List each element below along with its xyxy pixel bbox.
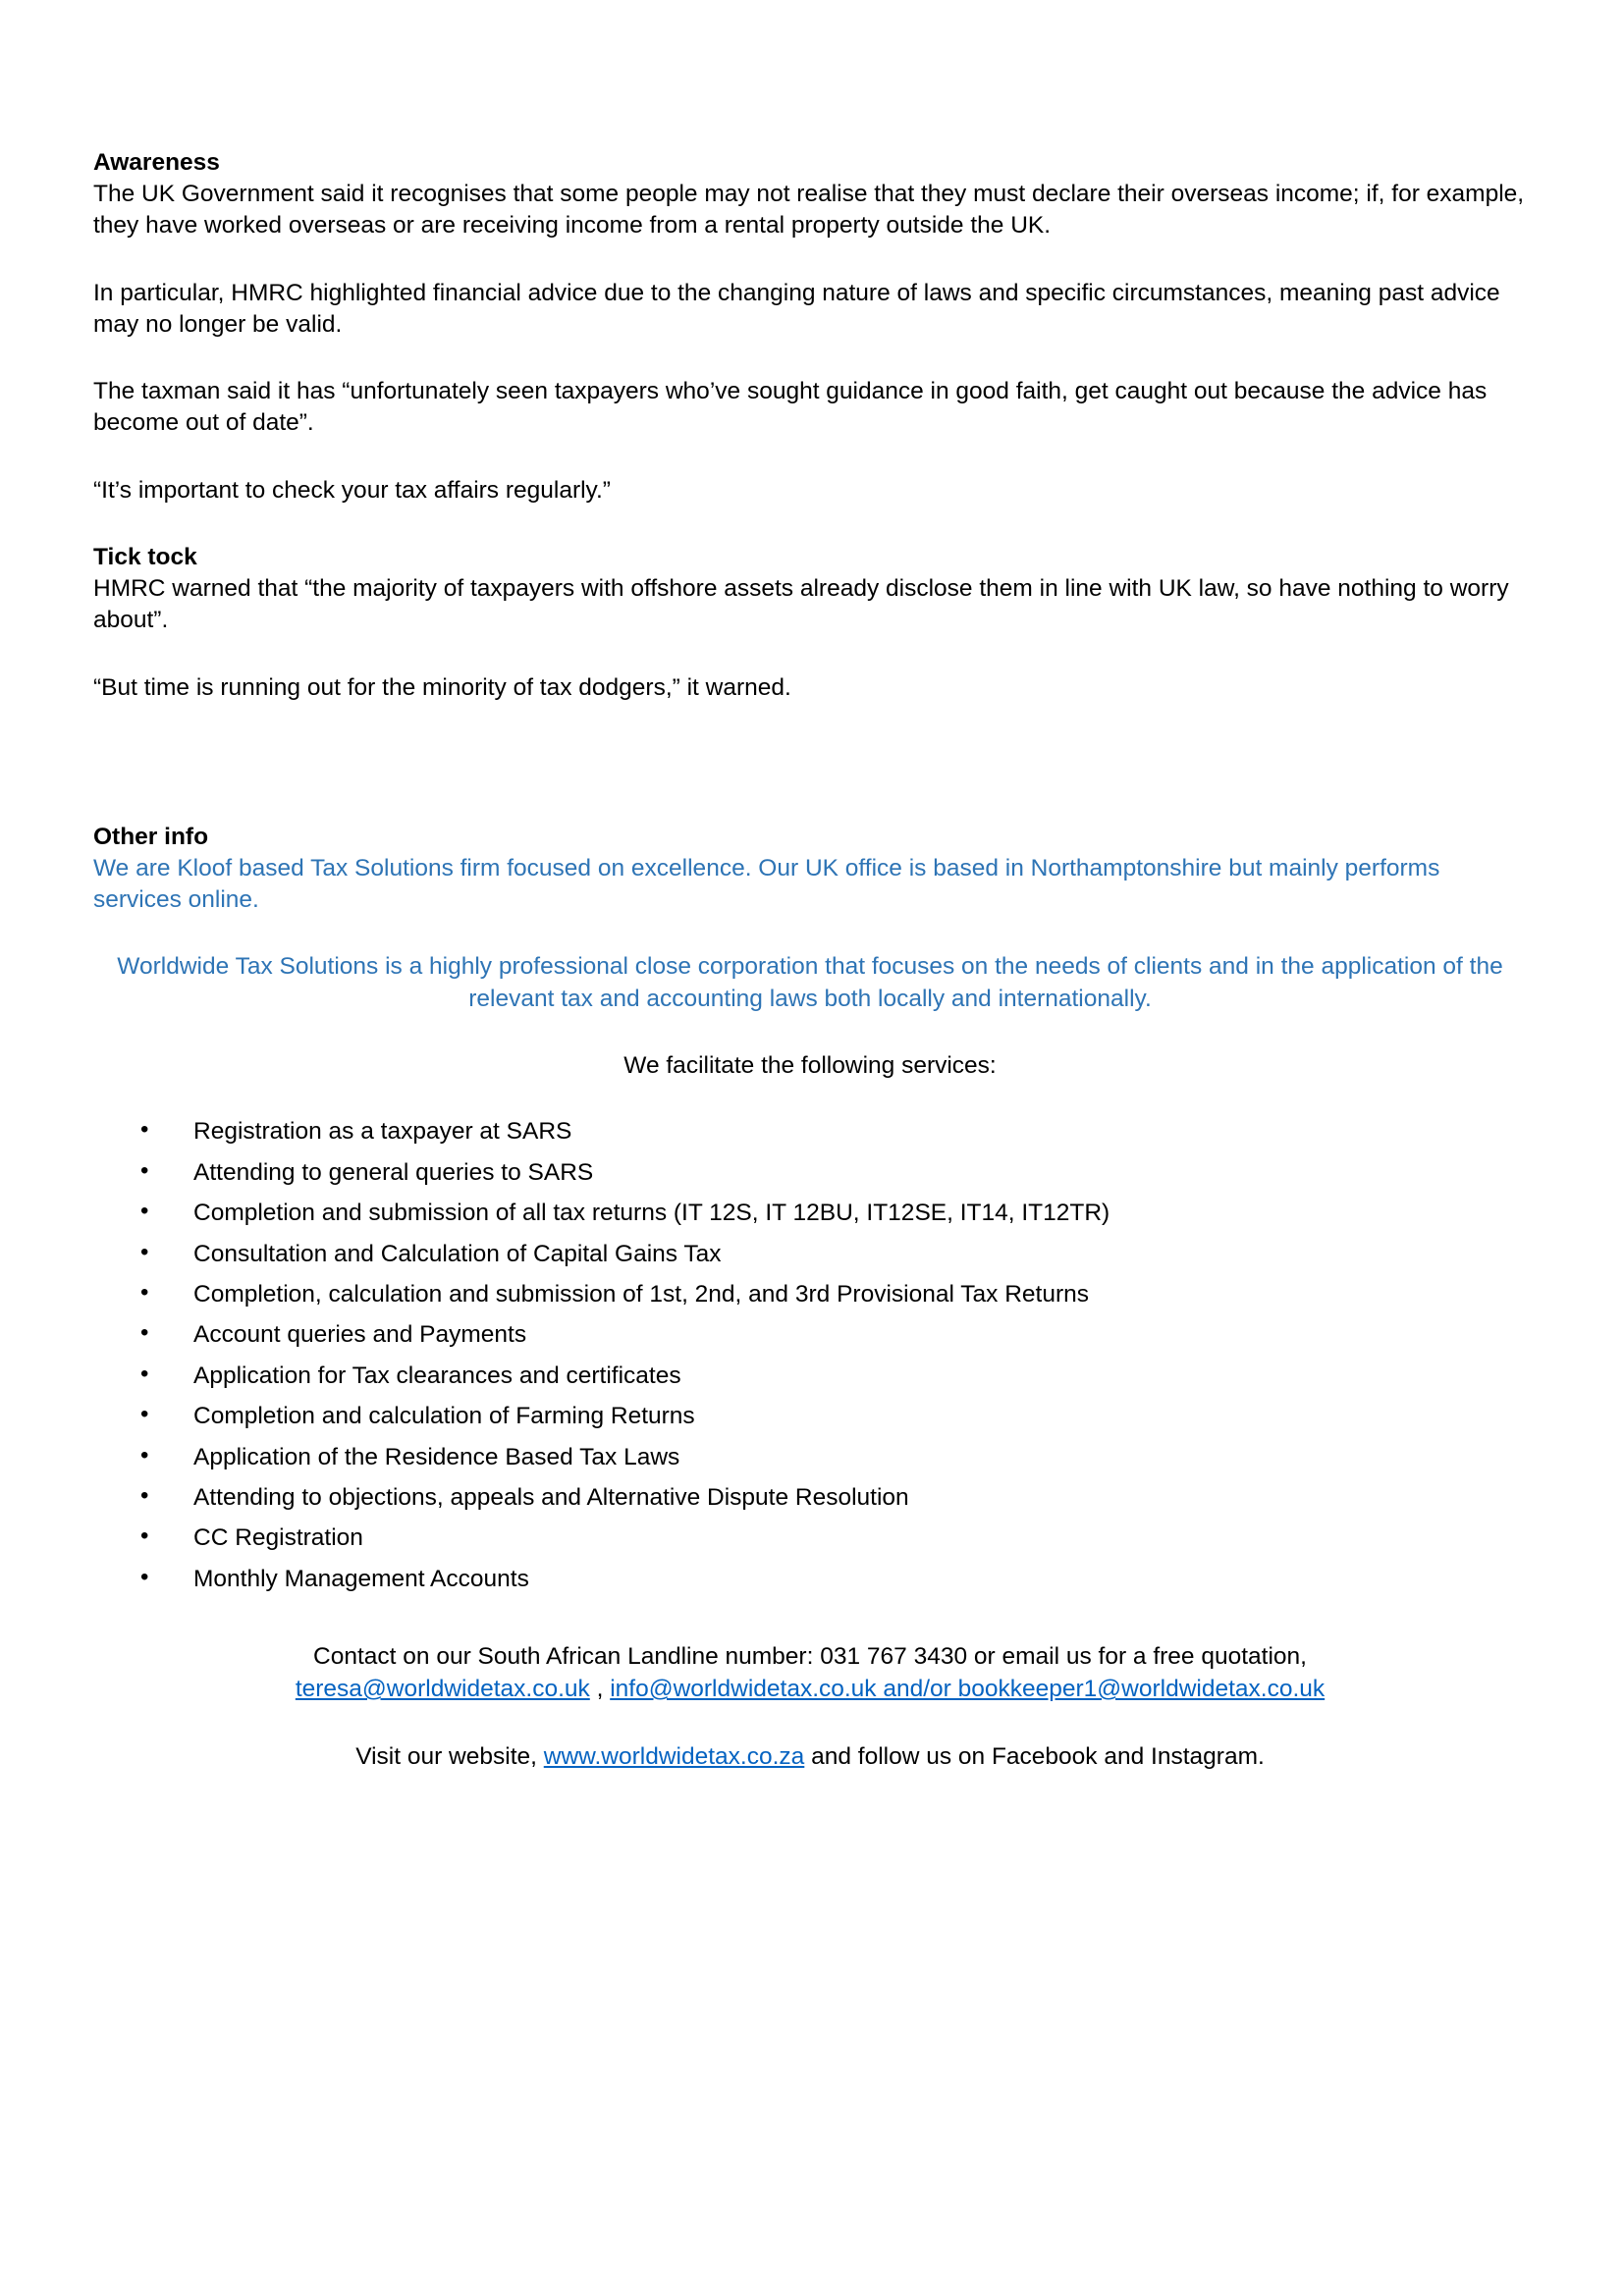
list-item: • Registration as a taxpayer at SARS xyxy=(93,1117,1527,1146)
visit-prefix: Visit our website, xyxy=(355,1743,544,1771)
email-separator: , xyxy=(589,1676,611,1703)
list-item: • Attending to objections, appeals and Alternative Dispute Resolution xyxy=(93,1483,1527,1512)
contact-emails xyxy=(93,1673,1527,1705)
list-item: • CC Registration xyxy=(93,1523,1527,1552)
paragraph-awareness-2: In particular, HMRC highlighted financial advice due to the changing nature of laws and specific circumstances, meaning past advice may no longer be valid. xyxy=(93,279,1500,338)
spacer xyxy=(93,341,1527,376)
spacer xyxy=(93,507,1527,542)
list-item: • Monthly Management Accounts xyxy=(93,1565,1527,1593)
spacer xyxy=(93,242,1527,278)
paragraph-ticktock-1: HMRC warned that “the majority of taxpayers with offshore assets already disclose them in line with UK law, so have nothing to worry about”. xyxy=(93,574,1509,634)
list-item: • Completion and submission of all tax returns (IT 12S, IT 12BU, IT12SE, IT14, IT12TR) xyxy=(93,1199,1527,1227)
paragraph-awareness-3: The taxman said it has “unfortunately seen taxpayers who’ve sought guidance in good faith, get caught out because the advice has become out of date”. xyxy=(93,378,1488,437)
services-list xyxy=(93,1117,1527,1593)
contact-block xyxy=(93,1640,1527,1705)
list-item: • Account queries and Payments xyxy=(93,1320,1527,1349)
spacer xyxy=(93,637,1527,672)
paragraph-services-intro: We facilitate the following services: xyxy=(623,1052,997,1080)
paragraph-awareness-1: The UK Government said it recognises that some people may not realise that they must declare their overseas income; if, for example, they have worked overseas or are receiving income from a rental property outside the UK. xyxy=(93,180,1525,240)
website-link[interactable]: www.worldwidetax.co.za xyxy=(543,1743,805,1771)
document-content xyxy=(93,147,1527,1773)
paragraph-otherinfo-2: Worldwide Tax Solutions is a highly professional close corporation that focuses on the needs of clients and in the application of the relevant tax and accounting laws both locally and internationally. xyxy=(117,953,1503,1012)
list-item: • Completion, calculation and submission of 1st, 2nd, and 3rd Provisional Tax Returns xyxy=(93,1280,1527,1308)
spacer xyxy=(93,1605,1527,1640)
section-heading-awareness: Awareness xyxy=(93,149,220,176)
list-item: • Completion and calculation of Farming Returns xyxy=(93,1402,1527,1430)
section-heading-other-info: Other info xyxy=(93,823,209,850)
spacer xyxy=(93,916,1527,951)
spacer xyxy=(93,440,1527,475)
spacer xyxy=(93,1015,1527,1050)
list-item: • Attending to general queries to SARS xyxy=(93,1158,1527,1187)
spacer xyxy=(93,704,1527,822)
paragraph-otherinfo-1: We are Kloof based Tax Solutions firm focused on excellence. Our UK office is based in Northamptonshire but mainly performs services online. xyxy=(93,854,1440,914)
list-item: • Application of the Residence Based Tax Laws xyxy=(93,1443,1527,1471)
paragraph-ticktock-2: “But time is running out for the minority of tax dodgers,” it warned. xyxy=(93,673,791,701)
visit-suffix: and follow us on Facebook and Instagram. xyxy=(804,1743,1265,1771)
paragraph-awareness-4: “It’s important to check your tax affairs regularly.” xyxy=(93,476,611,504)
email-link-teresa[interactable]: teresa@worldwidetax.co.uk xyxy=(295,1676,590,1703)
list-item: • Consultation and Calculation of Capital Gains Tax xyxy=(93,1240,1527,1268)
spacer xyxy=(93,1082,1527,1117)
spacer xyxy=(93,1705,1527,1740)
list-item: • Application for Tax clearances and certificates xyxy=(93,1362,1527,1390)
section-heading-tick-tock: Tick tock xyxy=(93,544,197,571)
email-link-info[interactable]: info@worldwidetax.co.uk and/or bookkeeper1@worldwidetax.co.uk xyxy=(610,1676,1326,1703)
visit-block xyxy=(93,1740,1527,1773)
contact-line: Contact on our South African Landline number: 031 767 3430 or email us for a free quotation, xyxy=(313,1643,1307,1671)
